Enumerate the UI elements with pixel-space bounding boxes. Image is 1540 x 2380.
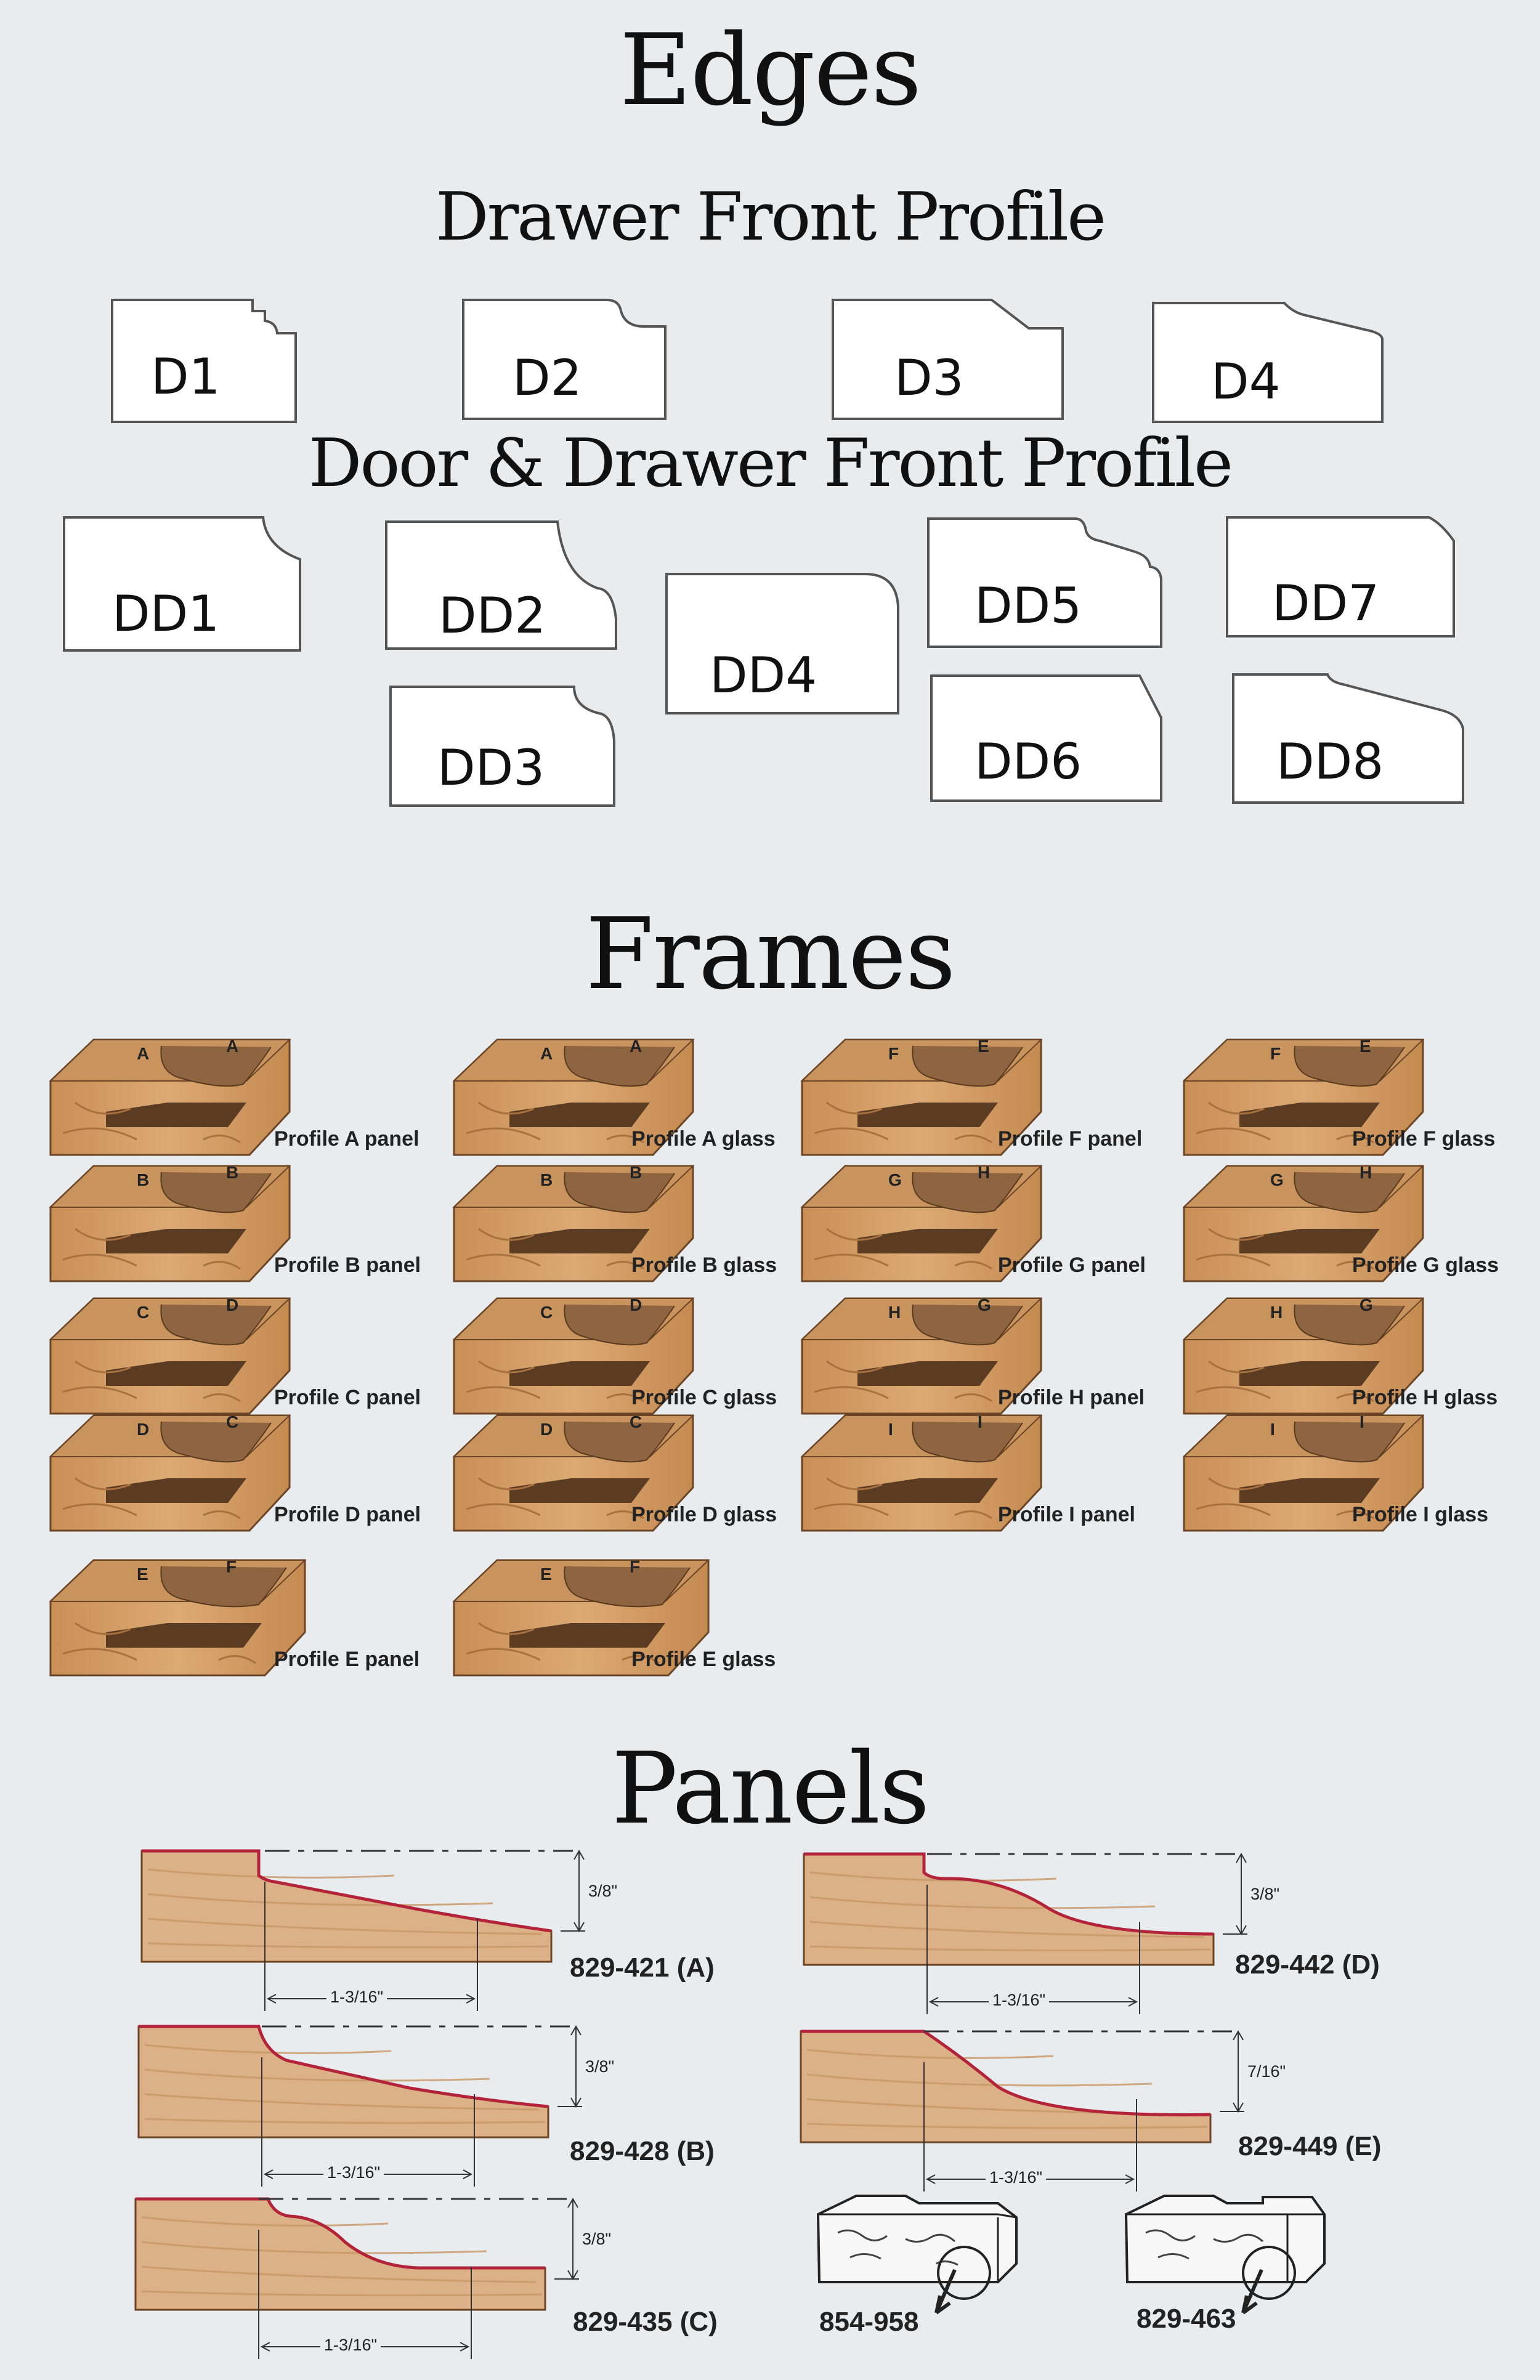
edges-title: Edges [619,12,921,127]
frame-label: Profile C panel [274,1386,421,1409]
profile-dd3-label: DD3 [437,739,545,796]
frame-label: Profile H panel [998,1386,1145,1409]
frame-left-letter: A [540,1044,553,1063]
panel-profile-drawing [139,2026,631,2205]
frame-left-letter: A [137,1044,150,1063]
frame-left-letter: C [137,1303,150,1322]
door-drawer-title: Door & Drawer Front Profile [308,425,1232,502]
panel-width-dimension: 1-3/16" [326,1988,387,2007]
frames-title: Frames [585,896,955,1011]
panel-width-dimension: 1-3/16" [989,1991,1049,2010]
frame-right-letter: G [978,1295,991,1314]
cutter-854-958-drawing [813,2190,1023,2325]
frame-label: Profile F glass [1352,1127,1496,1151]
frame-label: Profile I panel [998,1503,1135,1526]
frame-left-letter: H [1270,1303,1283,1322]
frame-label: Profile D panel [274,1503,421,1526]
frame-right-letter: A [226,1037,239,1056]
cutter-code-label: 829-463 [1137,2304,1236,2334]
frame-right-letter: I [1360,1412,1364,1431]
profile-d1-label: D1 [151,348,221,405]
profile-dd1-label: DD1 [112,585,220,642]
panel-width-dimension: 1-3/16" [986,2168,1046,2187]
profile-dd7-label: DD7 [1272,575,1380,632]
frame-right-letter: D [630,1295,642,1314]
frame-left-letter: H [888,1303,901,1322]
frame-label: Profile E glass [631,1648,776,1671]
frame-left-letter: E [137,1564,148,1584]
panels-title: Panels [611,1731,929,1846]
panel-profile-drawing [142,1851,634,2030]
profile-d2-label: D2 [513,349,582,407]
frame-right-letter: B [226,1163,239,1182]
frame-right-letter: H [978,1163,991,1182]
frame-label: Profile I glass [1352,1503,1489,1526]
frame-right-letter: E [978,1037,989,1056]
frame-right-letter: G [1360,1295,1373,1314]
frame-label: Profile A glass [631,1127,776,1151]
frame-left-letter: F [888,1044,899,1063]
frame-label: Profile A panel [274,1127,419,1151]
panel-profile-drawing [801,2031,1294,2210]
panel-profile-drawing [804,1854,1297,2033]
frame-right-letter: D [226,1295,239,1314]
profile-d4-label: D4 [1211,353,1281,410]
frame-left-letter: G [1270,1170,1284,1189]
frame-left-letter: C [540,1303,553,1322]
cutter-code-label: 854-958 [819,2307,919,2337]
frame-drawing-5 [49,1161,302,1287]
profile-dd4-label: DD4 [710,647,817,704]
frame-right-letter: I [978,1412,983,1431]
frame-label: Profile D glass [631,1503,777,1526]
frame-left-letter: D [137,1420,150,1439]
frame-left-letter: F [1270,1044,1281,1063]
panel-code-label: 829-435 (C) [573,2307,718,2337]
frame-right-letter: F [630,1557,641,1576]
panel-code-label: 829-442 (D) [1235,1949,1380,1980]
frame-label: Profile G panel [998,1253,1146,1277]
profile-dd6-label: DD6 [975,733,1082,790]
drawer-front-title: Drawer Front Profile [435,179,1105,256]
panel-depth-dimension: 7/16" [1247,2062,1286,2081]
frame-right-letter: C [630,1412,642,1431]
profile-dd5-label: DD5 [975,577,1082,634]
frame-right-letter: C [226,1412,239,1431]
frame-left-letter: B [540,1170,553,1189]
panel-width-dimension: 1-3/16" [320,2336,381,2355]
frame-label: Profile B panel [274,1253,421,1277]
profile-dd8-label: DD8 [1276,733,1384,790]
frame-left-letter: I [888,1420,893,1439]
profile-dd2-label: DD2 [439,587,546,644]
frame-right-letter: E [1360,1037,1371,1056]
frame-right-letter: A [630,1037,642,1056]
frame-label: Profile H glass [1352,1386,1498,1409]
frame-left-letter: I [1270,1420,1275,1439]
panel-code-label: 829-428 (B) [570,2136,715,2166]
panel-code-label: 829-449 (E) [1238,2131,1382,2161]
frame-label: Profile E panel [274,1648,420,1671]
panel-depth-dimension: 3/8" [585,2057,615,2076]
panel-profile-drawing [136,2199,628,2378]
panel-depth-dimension: 3/8" [582,2230,612,2248]
panel-width-dimension: 1-3/16" [323,2163,384,2182]
frame-label: Profile B glass [631,1253,777,1277]
frame-right-letter: H [1360,1163,1372,1182]
frame-label: Profile F panel [998,1127,1143,1151]
panel-depth-dimension: 3/8" [1250,1885,1280,1903]
panel-depth-dimension: 3/8" [588,1882,618,1900]
frame-right-letter: F [226,1557,237,1576]
frame-left-letter: G [888,1170,902,1189]
frame-label: Profile C glass [631,1386,777,1409]
frame-right-letter: B [630,1163,642,1182]
frame-left-letter: B [137,1170,150,1189]
profile-d3-label: D3 [894,349,964,407]
cutter-829-463-drawing [1121,2190,1331,2325]
frame-drawing-1 [49,1035,302,1161]
frame-label: Profile G glass [1352,1253,1499,1277]
frame-drawing-9 [49,1293,302,1420]
frame-left-letter: D [540,1420,553,1439]
frame-left-letter: E [540,1564,552,1584]
panel-code-label: 829-421 (A) [570,1953,715,1983]
frame-drawing-13 [49,1411,302,1537]
